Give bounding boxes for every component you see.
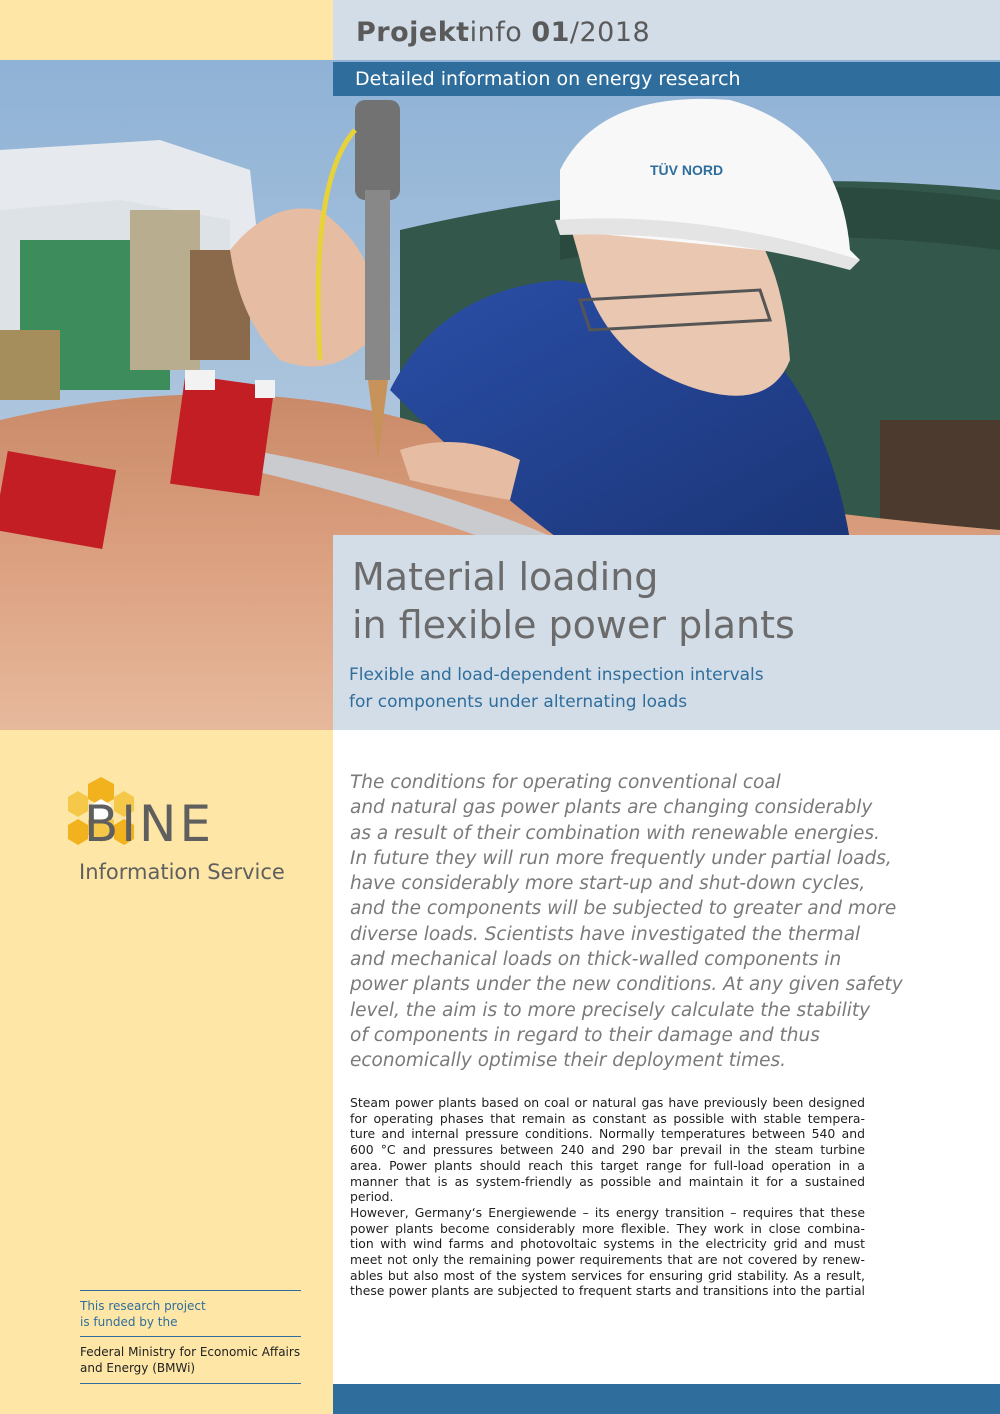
body-text: Steam power plants based on coal or natural gas have previously been designed for operating phases that remain as constant as possible with stable tempera- ture and internal pressure conditions. Normally temperatures between 540 and 600 °C and pressures between 240 and 290 bar prevail in the steam turbine area. Power plants should reach this target range for full-load operation in a manner that is as system-friendly as possible and maintain it for a sustained period. However, Germany‘s Energiewende – its energy transition – requires that these power plants become considerably more flexible. They work in close combina- tion with wind farms and photovoltaic systems in the electricity grid and must meet not only the remaining power requirements that are not covered by renew- ables but also most of the system services for ensuring grid stability. As a result, these power plants are subjected to frequent starts and transitions into the partial	[350, 1095, 865, 1299]
page-title: Material loading in flexible power plants	[352, 555, 795, 647]
subheader-bar	[333, 62, 1000, 96]
project-info-label: Projektinfo 01/2018	[356, 17, 651, 48]
page-subtitle: Flexible and load-dependent inspection intervals for components under alternating loads	[349, 665, 764, 712]
left-sidebar	[0, 730, 333, 1414]
bine-tagline: Information Service	[79, 860, 285, 884]
footer-bar	[333, 1384, 1000, 1414]
funding-ministry: Federal Ministry for Economic Affairs and Energy (BMWi)	[80, 1345, 301, 1375]
intro-paragraph: The conditions for operating conventional coal and natural gas power plants are changing considerably as a result of their combination with renewable energies. In future they will run more frequently under partial loads, have considerably more start-up and shut-down cycles, and the components will be subjected to greater and more diverse loads. Scientists have investigated the thermal and mechanical loads on thick-walled components in power plants under the new conditions. At any given safety level, the aim is to more precisely calculate the stability of components in regard to their damage and thus economically optimise their deployment times.	[350, 772, 903, 1072]
header-left-band	[0, 0, 333, 60]
funding-note	[80, 1290, 301, 1384]
funding-intro: This research project is funded by the	[80, 1299, 206, 1329]
helmet-logo-text: TÜV NORD	[650, 162, 724, 178]
title-box	[333, 535, 1000, 730]
bine-logo-text: BINE	[84, 795, 215, 853]
divider	[80, 1383, 301, 1384]
subheader-text: Detailed information on energy research	[355, 68, 741, 90]
